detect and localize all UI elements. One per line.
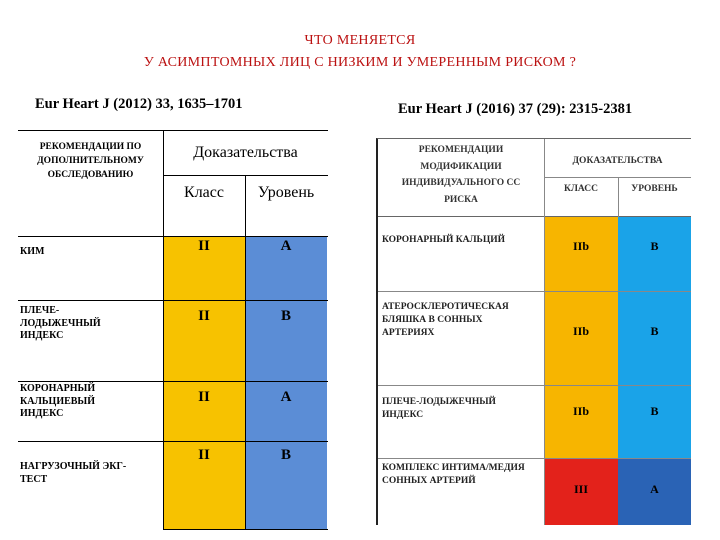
right-level-cell: A xyxy=(650,481,659,496)
left-row-label: КОРОНАРНЫЙ КАЛЬЦИЕВЫЙ ИНДЕКС xyxy=(20,383,96,419)
left-class-cell: II xyxy=(198,447,210,463)
left-level-cell: A xyxy=(280,389,292,405)
left-level-cell: B xyxy=(280,447,291,463)
right-class-cell: IIb xyxy=(572,403,589,418)
right-header-level: УРОВЕНЬ xyxy=(631,184,678,194)
left-row-label: ПЛЕЧЕ-ЛОДЫЖЕЧНЫЙ ИНДЕКС xyxy=(20,305,101,341)
left-header-recommendations: РЕКОМЕНДАЦИИ ПО ДОПОЛНИТЕЛЬНОМУ ОБСЛЕДОВАНИЮ xyxy=(37,142,144,180)
left-class-cell: II xyxy=(198,389,210,405)
right-row-label: ПЛЕЧЕ-ЛОДЫЖЕЧНЫЙ ИНДЕКС xyxy=(382,397,496,420)
left-class-cell: II xyxy=(198,308,210,324)
slide-title-line1: ЧТО МЕНЯЕТСЯ xyxy=(304,33,416,48)
right-row-label: КОМПЛЕКС ИНТИМА/МЕДИЯ СОННЫХ АРТЕРИЙ xyxy=(382,463,525,486)
left-header-evidence: Доказательства xyxy=(193,144,298,161)
left-row-label: НАГРУЗОЧНЫЙ ЭКГ-ТЕСТ xyxy=(20,461,127,485)
right-row-label: КОРОНАРНЫЙ КАЛЬЦИЙ xyxy=(382,235,505,245)
right-level-cell: B xyxy=(650,323,659,338)
right-header-class: КЛАСС xyxy=(563,184,599,194)
right-header-evidence: ДОКАЗАТЕЛЬСТВА xyxy=(572,156,663,166)
left-level-cell: A xyxy=(280,238,292,254)
right-header-recommendations: РЕКОМЕНДАЦИИ МОДИФИКАЦИИ ИНДИВИДУАЛЬНОГО СС РИСКА xyxy=(401,145,521,205)
left-level-cell: B xyxy=(280,308,291,324)
right-row-label: АТЕРОСКЛЕРОТИЧЕСКАЯ БЛЯШКА В СОННЫХ АРТЕРИЯХ xyxy=(382,302,509,338)
right-level-cell: B xyxy=(650,238,659,253)
right-class-cell: IIb xyxy=(572,238,589,253)
left-evidence-table xyxy=(18,130,328,530)
right-evidence-table xyxy=(376,138,691,525)
left-class-cell: II xyxy=(198,238,210,254)
right-class-cell: IIb xyxy=(572,323,589,338)
left-header-class: Класс xyxy=(184,184,224,201)
left-citation: Eur Heart J (2012) 33, 1635–1701 xyxy=(35,96,243,112)
left-row-label: КИМ xyxy=(20,246,45,257)
right-class-cell: III xyxy=(573,481,588,496)
right-level-cell: B xyxy=(650,403,659,418)
left-header-level: Уровень xyxy=(257,184,315,201)
right-citation: Eur Heart J (2016) 37 (29): 2315-2381 xyxy=(398,101,633,117)
slide-title-line2: У АСИМПТОМНЫХ ЛИЦ С НИЗКИМ И УМЕРЕННЫМ РИСКОМ ? xyxy=(143,55,577,70)
